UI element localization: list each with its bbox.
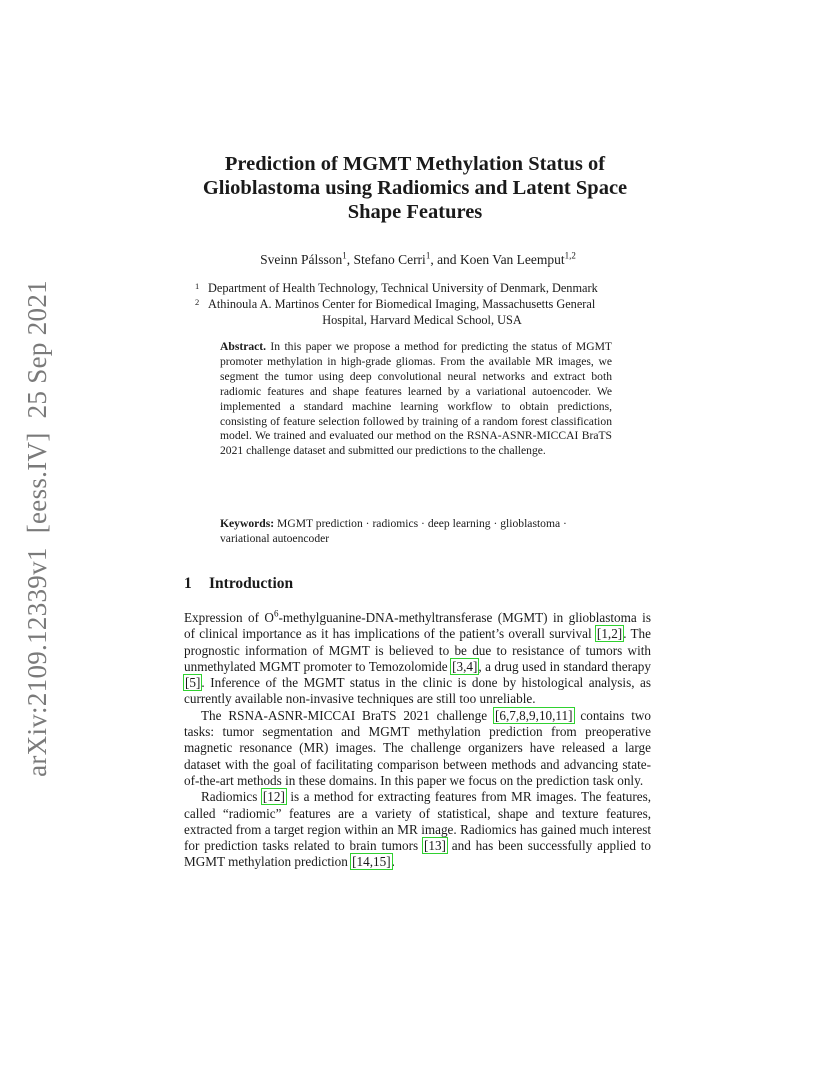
paragraph-text: Radiomics <box>201 789 262 805</box>
citation-link[interactable]: [13] <box>423 838 446 854</box>
arxiv-identifier-text <box>22 280 53 777</box>
keywords-label: Keywords: <box>220 517 275 530</box>
paragraph-3 <box>184 789 651 870</box>
superscript: 6 <box>273 608 279 619</box>
section-number: 1 <box>184 575 192 592</box>
affiliation-2 <box>192 296 652 312</box>
arxiv-date: 25 Sep 2021 <box>21 280 52 419</box>
paragraph-text: contains two tasks: tumor segmentation and MGMT methylation prediction from preoperative magnetic resonance (MR) images. The challenge organizers have released a large dataset with the goal of facilitating comparison between methods and advancing state-of-the-art methods in these domains. In this paper we focus on the prediction task only. <box>184 707 651 788</box>
title-line-2: Glioblastoma using Radiomics and Latent Space <box>202 177 628 199</box>
paragraph-text: The RSNA-ASNR-MICCAI BraTS 2021 challenge <box>201 707 494 723</box>
citation-link[interactable]: [3,4] <box>452 658 478 674</box>
paragraph-text: . Inference of the MGMT status in the clinic is done by histological analysis, as currently available non-invasive techniques are still too unreliable. <box>184 675 651 707</box>
paragraph-text: is a method for extracting features from MR images. The features, called “radiomic” features are a variety of statistical, shape and texture features, extracted from a target region within an MR image. Radiomics has gained much interest for prediction tasks related to brain tumors <box>184 789 651 854</box>
citation-link[interactable]: [12] <box>262 789 285 805</box>
citation-link[interactable]: [14,15] <box>352 854 391 870</box>
paragraph-text: -methylguanine-DNA-methyltransferase (MGMT) in glioblastoma is of clinical importance as it has implications of the patient’s overall survival <box>184 610 651 642</box>
citation-link[interactable]: [1,2] <box>596 626 623 642</box>
affiliation-number: 1 <box>195 281 200 291</box>
citation-link[interactable]: [5] <box>185 675 201 691</box>
abstract <box>220 340 612 459</box>
title-line-1: Prediction of MGMT Methylation Status of <box>224 153 606 175</box>
section-title: Introduction <box>209 575 294 592</box>
author-list: Sveinn Pálsson$^1$, Stefano Cerri$^1$, and Koen Van Leemput$^{1,2}$ <box>260 250 576 267</box>
paragraph-text: and has been successfully applied to MGMT methylation prediction <box>184 838 652 870</box>
affiliation-2-continued: Hospital, Harvard Medical School, USA <box>322 313 522 327</box>
author-name: Sveinn Pálsson <box>260 252 343 267</box>
paragraph-text: , a drug used in standard therapy <box>478 658 651 674</box>
author-affil-marker: 1,2 <box>564 250 576 261</box>
paragraph-text: . <box>391 854 395 870</box>
arxiv-sidebar-stamp <box>20 280 54 777</box>
paper-title <box>170 152 660 224</box>
affiliation-number: 2 <box>195 297 200 307</box>
abstract-text: In this paper we propose a method for predicting the status of MGMT promoter methylation in high-grade gliomas. From the available MR images, we segment the tumor using deep convolutional neural networks and extract both radiomic features and shape features learned by a variational autoencoder. We implemented a standard machine learning workflow to obtain predictions, consisting of feature selection followed by training of a random forest classification model. We trained and evaluated our method on the RSNA-ASNR-MICCAI BraTS 2021 challenge dataset and submitted our predictions to the challenge. <box>220 340 612 458</box>
paragraph-text: . The prognostic information of MGMT is believed to be due to resistance of tumors with unmethylated MGMT promoter to Temozolomide <box>184 626 652 674</box>
keywords <box>220 517 612 547</box>
affiliation-text: Athinoula A. Martinos Center for Biomedical Imaging, Massachusetts General <box>208 297 596 311</box>
author-name: Koen Van Leemput <box>459 252 565 267</box>
affiliations <box>192 280 652 328</box>
paragraph-2 <box>184 708 651 789</box>
paragraph-text: Expression of O <box>184 610 274 625</box>
affiliation-1 <box>192 280 652 296</box>
arxiv-id: arXiv:2109.12339v1 <box>21 547 52 777</box>
section-heading <box>184 575 293 593</box>
section-body <box>184 610 651 871</box>
paragraph-1 <box>184 610 651 708</box>
author-name: Stefano Cerri <box>353 252 426 267</box>
citation-link[interactable]: [6,7,8,9,10,11] <box>494 707 573 723</box>
affiliation-text: Department of Health Technology, Technical University of Denmark, Denmark <box>208 281 598 295</box>
title-line-3: Shape Features <box>347 201 483 223</box>
keywords-text: MGMT prediction · radiomics · deep learning · glioblastoma · variational autoencoder <box>220 517 567 545</box>
author-affil-marker: 1 <box>425 250 431 261</box>
author-affil-marker: 1 <box>342 250 347 261</box>
abstract-label: Abstract. <box>220 340 267 353</box>
arxiv-category: [eess.IV] <box>21 432 52 534</box>
